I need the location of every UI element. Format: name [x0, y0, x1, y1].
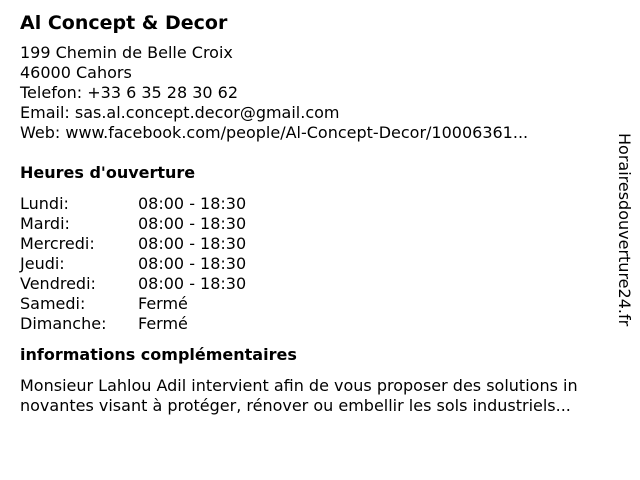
hours-row-friday: [20, 274, 620, 294]
email-line: Email: sas.al.concept.decor@gmail.com: [20, 103, 340, 122]
hours-row-monday: [20, 194, 620, 214]
phone-line: Telefon: +33 6 35 28 30 62: [20, 83, 239, 102]
business-name: Al Concept & Decor: [20, 12, 228, 34]
hours-row-tuesday: [20, 214, 620, 234]
hours-time: 08:00 - 18:30: [138, 254, 247, 273]
hours-day: Dimanche:: [20, 314, 107, 333]
site-watermark: [613, 133, 635, 373]
web-line: Web: www.facebook.com/people/Al-Concept-Decor/10006361...: [20, 123, 529, 142]
hours-row-wednesday: [20, 234, 620, 254]
hours-row-saturday: [20, 294, 620, 314]
hours-day: Jeudi:: [20, 254, 65, 273]
address-line-1: 199 Chemin de Belle Croix: [20, 43, 233, 62]
hours-time: Fermé: [138, 314, 188, 333]
opening-hours-title: Heures d'ouverture: [20, 163, 196, 182]
hours-day: Vendredi:: [20, 274, 96, 293]
additional-info-title: informations complémentaires: [20, 345, 297, 364]
hours-day: Mercredi:: [20, 234, 95, 253]
address-line-2: 46000 Cahors: [20, 63, 132, 82]
hours-row-thursday: [20, 254, 620, 274]
opening-hours-table: [20, 194, 620, 334]
hours-time: 08:00 - 18:30: [138, 234, 247, 253]
hours-time: Fermé: [138, 294, 188, 313]
hours-row-sunday: [20, 314, 620, 334]
hours-day: Samedi:: [20, 294, 86, 313]
hours-time: 08:00 - 18:30: [138, 274, 247, 293]
hours-time: 08:00 - 18:30: [138, 194, 247, 213]
business-card: [20, 10, 620, 416]
hours-day: Lundi:: [20, 194, 69, 213]
hours-day: Mardi:: [20, 214, 70, 233]
hours-time: 08:00 - 18:30: [138, 214, 247, 233]
additional-info-text: Monsieur Lahlou Adil intervient afin de vous proposer des solutions in novantes visant à protéger, rénover ou embellir les sols industriels...: [20, 376, 578, 415]
watermark-text: Horairesdouverture24.fr: [615, 133, 634, 327]
